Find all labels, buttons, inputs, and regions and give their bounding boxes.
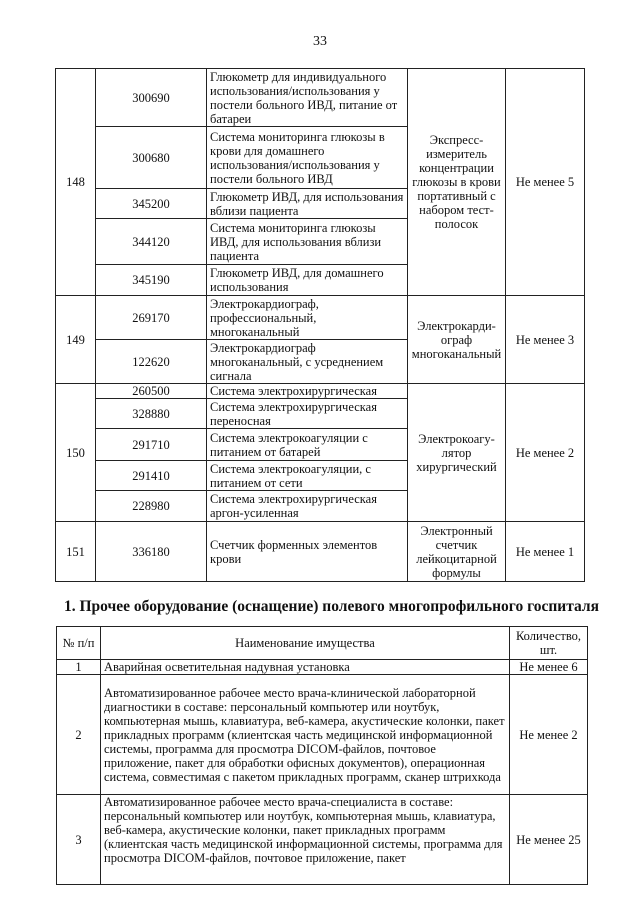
page-number: 33 — [313, 34, 327, 49]
item-name: Система электрохирургическая переносная — [207, 399, 408, 429]
row-quantity: Не менее 25 — [510, 795, 588, 885]
equipment-table-2 — [56, 626, 588, 885]
group-number: 148 — [56, 69, 96, 296]
group-number: 151 — [56, 522, 96, 582]
equipment-type: Экспресс-измеритель концентрации глюкозы в крови портативный с набором тест-полосок — [408, 69, 506, 296]
item-code: 260500 — [96, 384, 207, 399]
item-code: 336180 — [96, 522, 207, 582]
header-name: Наименование имущества — [101, 627, 510, 660]
table-row — [56, 384, 585, 399]
item-name: Глюкометр ИВД, для домашнего использования — [207, 265, 408, 296]
row-quantity: Не менее 2 — [510, 675, 588, 795]
group-number: 150 — [56, 384, 96, 522]
item-name: Система электрохирургическая — [207, 384, 408, 399]
item-name: Система электрокоагуляции с питанием от батарей — [207, 429, 408, 461]
table-row — [56, 522, 585, 582]
row-number: 1 — [57, 660, 101, 675]
item-name: Система мониторинга глюкозы ИВД, для использования вблизи пациента — [207, 219, 408, 265]
row-name: Автоматизированное рабочее место врача-клинической лабораторной диагностики в составе: персональный компьютер или ноутбук, компьютерная мышь, клавиатура, веб-камера, акустические колонки, пакет прикладных программ (клиентская часть медицинской информационной системы, программа для просмотра DICOM-файлов, почтовое приложение, пакет для обработки офисных документов), операционная система, совместимая с пакетом прикладных программ, сканер штрихкода — [101, 675, 510, 795]
equipment-type: Электрокарди-ограф многоканальный — [408, 296, 506, 384]
header-qty: Количество, шт. — [510, 627, 588, 660]
header-num: № п/п — [57, 627, 101, 660]
item-code: 122620 — [96, 340, 207, 384]
item-name: Система электрокоагуляции, с питанием от сети — [207, 461, 408, 491]
equipment-type: Электронный счетчик лейкоцитарной формулы — [408, 522, 506, 582]
item-code: 228980 — [96, 491, 207, 522]
item-code: 269170 — [96, 296, 207, 340]
item-code: 300680 — [96, 127, 207, 189]
item-code: 300690 — [96, 69, 207, 127]
item-code: 328880 — [96, 399, 207, 429]
table-row — [56, 69, 585, 127]
row-number: 2 — [57, 675, 101, 795]
item-code: 291410 — [96, 461, 207, 491]
equipment-table-1 — [55, 68, 585, 582]
item-code: 345200 — [96, 189, 207, 219]
table-header-row — [57, 627, 588, 660]
item-name: Система мониторинга глюкозы в крови для домашнего использования/использования у постели больного ИВД — [207, 127, 408, 189]
group-number: 149 — [56, 296, 96, 384]
quantity: Не менее 2 — [506, 384, 585, 522]
row-number: 3 — [57, 795, 101, 885]
item-code: 291710 — [96, 429, 207, 461]
quantity: Не менее 5 — [506, 69, 585, 296]
equipment-type: Электрокоагу-лятор хирургический — [408, 384, 506, 522]
table-row — [56, 296, 585, 340]
row-quantity: Не менее 6 — [510, 660, 588, 675]
item-name: Глюкометр для индивидуального использования/использования у постели больного ИВД, питание от батареи — [207, 69, 408, 127]
section-heading: 1. Прочее оборудование (оснащение) полевого многопрофильного госпиталя — [64, 598, 599, 615]
row-name: Аварийная осветительная надувная установка — [101, 660, 510, 675]
row-name: Автоматизированное рабочее место врача-специалиста в составе: персональный компьютер или ноутбук, компьютерная мышь, клавиатура, веб-камера, акустические колонки, пакет прикладных программ (клиентская часть медицинской информационной системы, программа для просмотра DICOM-файлов, почтовое приложение, пакет — [101, 795, 510, 885]
item-name: Электрокардиограф многоканальный, с усреднением сигнала — [207, 340, 408, 384]
item-name: Глюкометр ИВД, для использования вблизи пациента — [207, 189, 408, 219]
quantity: Не менее 1 — [506, 522, 585, 582]
item-name: Счетчик форменных элементов крови — [207, 522, 408, 582]
table-row — [57, 660, 588, 675]
item-name: Электрокардиограф, профессиональный, многоканальный — [207, 296, 408, 340]
item-name: Система электрохирургическая аргон-усиленная — [207, 491, 408, 522]
item-code: 344120 — [96, 219, 207, 265]
quantity: Не менее 3 — [506, 296, 585, 384]
item-code: 345190 — [96, 265, 207, 296]
table-row — [57, 795, 588, 885]
table-row — [57, 675, 588, 795]
